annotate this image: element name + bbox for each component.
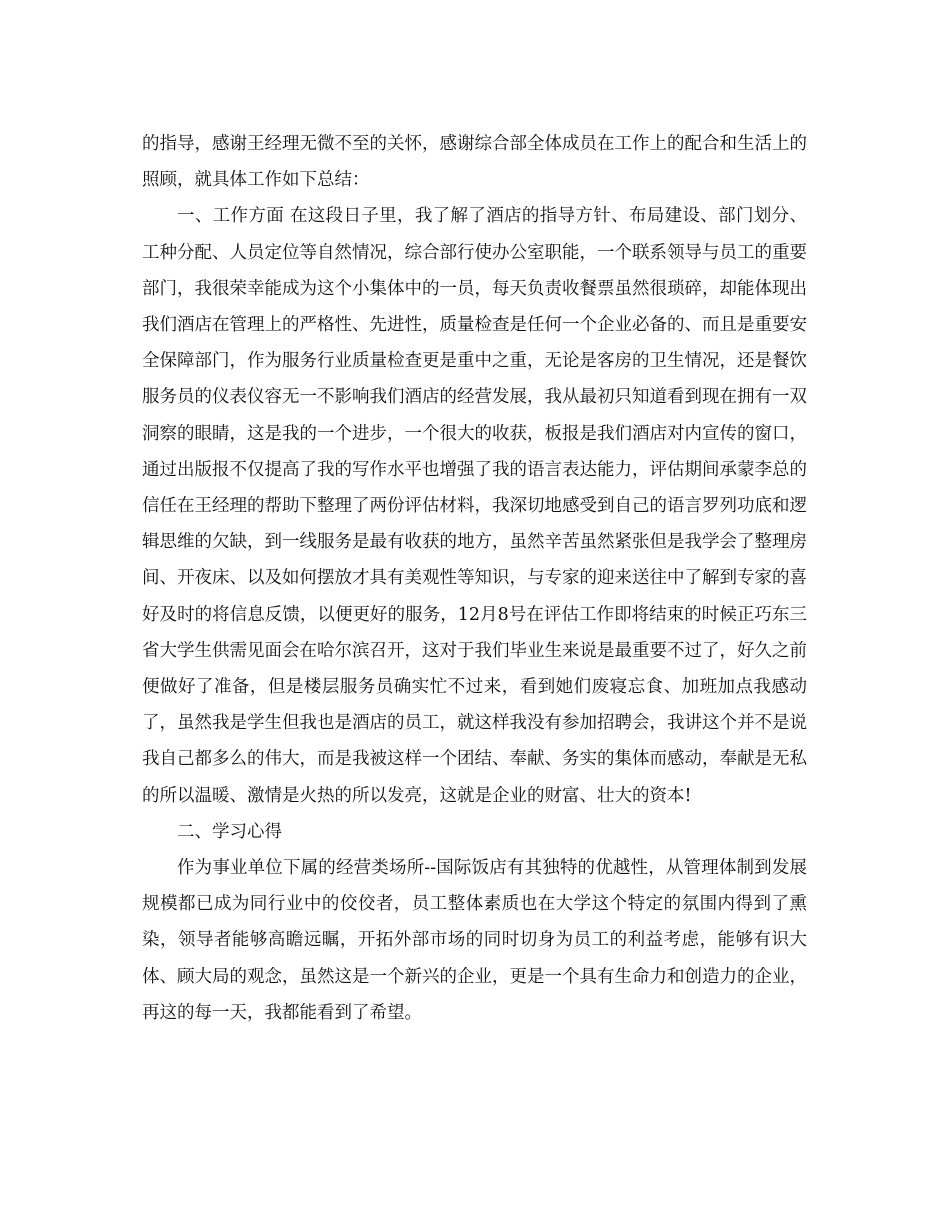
document-page xyxy=(142,126,807,1031)
section-heading-study: 二、学习心得 xyxy=(177,821,282,842)
paragraph-opening: 的指导，感谢王经理无微不至的关怀，感谢综合部全体成员在工作上的配合和生活上的照顾，就具体工作如下总结： xyxy=(142,134,807,191)
paragraph-study-section: 作为事业单位下属的经营类场所--国际饭店有其独特的优越性，从管理体制到发展规模都已成为同行业中的佼佼者，员工整体素质也在大学这个特定的氛围内得到了熏染，领导者能够高瞻远瞩，开拓外部市场的同时切身为员工的利益考虑，能够有识大体、顾大局的观念，虽然这是一个新兴的企业，更是一个具有生命力和创造力的企业，再这的每一天，我都能看到了希望。 xyxy=(142,858,807,1023)
paragraph-work-section: 一、工作方面 在这段日子里，我了解了酒店的指导方针、布局建设、部门划分、工种分配、人员定位等自然情况，综合部行使办公室职能，一个联系领导与员工的重要部门，我很荣幸能成为这个小集体中的一员，每天负责收餐票虽然很琐碎，却能体现出我们酒店在管理上的严格性、先进性，质量检查是任何一个企业必备的、而且是重要安全保障部门，作为服务行业质量检查更是重中之重，无论是客房的卫生情况，还是餐饮服务员的仪表仪容无一不影响我们酒店的经营发展，我从最初只知道看到现在拥有一双洞察的眼睛，这是我的一个进步，一个很大的收获，板报是我们酒店对内宣传的窗口，通过出版报不仅提高了我的写作水平也增强了我的语言表达能力，评估期间承蒙李总的信任在王经理的帮助下整理了两份评估材料，我深切地感受到自己的语言罗列功底和逻辑思维的欠缺，到一线服务是最有收获的地方，虽然辛苦虽然紧张但是我学会了整理房间、开夜床、以及如何摆放才具有美观性等知识，与专家的迎来送往中了解到专家的喜好及时的将信息反馈，以便更好的服务，12月8号在评估工作即将结束的时候正巧东三省大学生供需见面会在哈尔滨召开，这对于我们毕业生来说是最重要不过了，好久之前便做好了准备，但是楼层服务员确实忙不过来，看到她们废寝忘食、加班加点我感动了，虽然我是学生但我也是酒店的员工，就这样我没有参加招聘会，我讲这个并不是说我自己都多么的伟大，而是我被这样一个团结、奉献、务实的集体而感动，奉献是无私的所以温暖、激情是火热的所以发亮，这就是企业的财富、壮大的资本! xyxy=(142,206,807,806)
